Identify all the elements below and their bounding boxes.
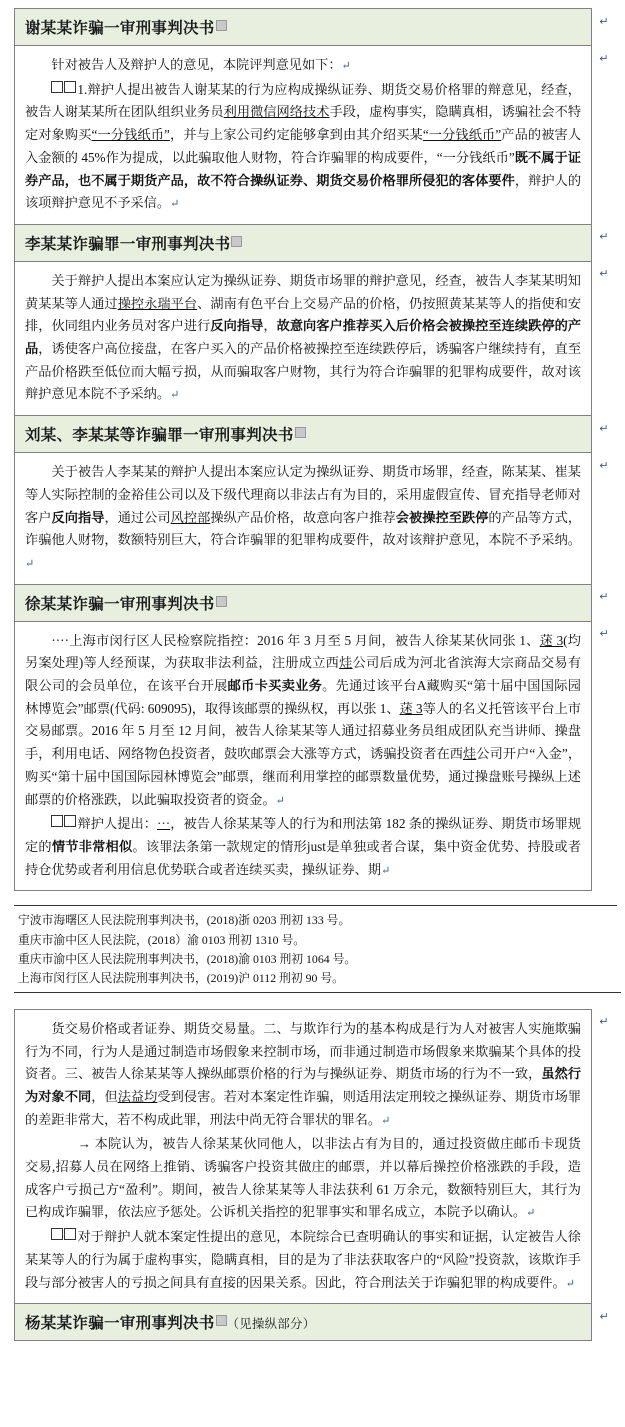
paragraph-mark-gutter	[592, 224, 617, 261]
continuation-body	[15, 1009, 592, 1303]
paragraph: 货交易价格或者证券、期货交易量。二、与欺诈行为的基本构成是行为人对被害人实施欺骗行为不同，行为人是通过制造市场假象来控制市场，而非通过制造市场假象来欺骗某个具体的投资者。三、被告人徐某某等人操纵邮票价格的行为与操纵证券、期货市场的行为不一致，虽然行为对象不同，但法益均受到侵害。若对本案定性诈骗，则适用法定刑较之操纵证券、期货市场罪的差距非常大，若不构成此罪，刑法中尚无符合罪状的罪名。↵	[25, 1020, 582, 1127]
paragraph: → 本院认为，被告人徐某某伙同他人，以非法占有为目的，通过投资做庄邮币卡现货交易,招募人员在网络上推销、诱骗客户投资其做庄的邮票，并以幕后操控价格涨跌的手段，造成客户亏损己方“盈利”。期间，被告人徐某某等人非法获利 61 万余元，数额特别巨大，其行为已构成诈骗罪，依法应予惩处。公诉机关指控的犯罪事实和罪名成立，本院予以确认。↵	[25, 1133, 581, 1224]
section-title-xu	[15, 584, 592, 621]
section-body-xu	[15, 621, 592, 891]
paragraph-return-icon: ↵	[599, 1310, 609, 1323]
continuation-table	[14, 1009, 617, 1341]
paragraph-return-icon: ↵	[599, 422, 609, 435]
comment-marker-icon[interactable]	[216, 20, 227, 31]
checkbox-icon	[51, 81, 63, 93]
paragraph-return-icon: ↵	[170, 198, 180, 211]
paragraph-return-icon: ↵	[599, 591, 609, 604]
footnote-item: 宁波市海曙区人民法院刑事判决书，(2018)浙 0203 刑初 133 号。	[18, 913, 351, 928]
document-page	[0, 8, 625, 1341]
paragraph-return-icon: ↵	[599, 268, 609, 281]
paragraph-mark-gutter	[592, 9, 617, 46]
table-row	[15, 224, 617, 261]
table-row	[15, 46, 617, 225]
paragraph-return-icon: ↵	[599, 459, 609, 472]
paragraph-return-icon: ↵	[599, 52, 609, 65]
table-row	[15, 9, 617, 46]
checkbox-icon	[51, 815, 63, 827]
section-title-text: 李某某诈骗罪一审刑事判决书	[25, 235, 231, 253]
checkbox-icon	[51, 1228, 63, 1240]
paragraph: 1.辩护人提出被告人谢某某的行为应构成操纵证券、期货交易价格罪的辩意见，经查，被告人谢某某所在团队组织业务员利用微信网络技术手段，虚构事实，隐瞒真相，诱骗社会不特定对象购买“一分钱纸币”，并与上家公司约定能够拿到由其介绍买某“一分钱纸币”产品的被害人入金额的 45%作为提成，以此骗取他人财物，符合诈骗罪的构成要件，“一分钱纸币”既不属于证券产品，也不属于期货产品，故不符合操纵证券、期货交易价格罪所侵犯的客体要件，辩护人的该项辩护意见不予采信。↵	[25, 81, 582, 211]
section-title-liu-li	[15, 416, 592, 453]
paragraph-mark-gutter	[592, 621, 617, 891]
paragraph: 辩护人提出：⋯，被告人徐某某等人的行为和刑法第 182 条的操纵证券、期货市场罪规定的情节非常相似。该罪法条第一款规定的情形just是单独或者合谋，集中资金优势、持股或者持仓优势或者利用信息优势联合或者连续买卖，操纵证券、期↵	[25, 816, 582, 877]
footnote-item: 重庆市渝中区人民法院刑事判决书，(2018)渝 0103 刑初 1064 号。	[18, 951, 357, 966]
section-title-text: 谢某某诈骗一审刑事判决书	[25, 20, 215, 37]
section-title-xie	[15, 9, 592, 46]
judgments-table	[14, 8, 617, 891]
comment-marker-icon[interactable]	[231, 236, 242, 247]
section-title-text: 徐某某诈骗一审刑事判决书	[25, 595, 215, 613]
paragraph-return-icon: ↵	[170, 389, 180, 402]
section-body-xie	[15, 46, 592, 225]
table-row	[15, 416, 617, 453]
table-row	[15, 1304, 617, 1341]
section-title-yang	[15, 1304, 592, 1341]
table-row	[15, 261, 617, 415]
checkbox-icon	[64, 1228, 76, 1240]
table-row	[15, 621, 617, 891]
paragraph-return-icon: ↵	[599, 1016, 609, 1029]
paragraph-mark-gutter	[592, 261, 617, 415]
footnotes-block	[14, 906, 621, 992]
paragraph-return-icon: ↵	[25, 557, 35, 570]
table-row	[15, 453, 617, 585]
paragraph-mark-gutter	[592, 416, 617, 453]
paragraph-mark-gutter	[592, 1009, 617, 1303]
paragraph-mark-gutter	[592, 1304, 617, 1341]
paragraph-return-icon: ↵	[526, 1207, 536, 1220]
paragraph-return-icon: ↵	[599, 15, 609, 28]
paragraph-return-icon: ↵	[381, 1114, 391, 1127]
table-row	[15, 1009, 617, 1303]
paragraph: ····上海市闵行区人民检察院指控：2016 年 3 月至 5 月间，被告人徐某某伙同张 1、蒁 3(均另案处理)等人经预谋，为获取非法利益，注册成立西烓公司后成为河北省滨海大宗商品交易有限公司的会员单位，在该平台开展邮币卡买卖业务。先通过该平台A藏购买“第十届中国国际园林博览会”邮票(代码: 609095)，取得该邮票的操纵权，再以张 1、蒁 3等人的名义托管该平台上市交易邮票。2016 年 5 月至 12 月间，被告人徐某某等人通过招募业务员组成团队充当讲师、操盘手，利用电话、网络物色投资者，鼓吹邮票会大涨等方式，诱骗投资者在西烓公司开户“入金”，购买“第十届中国国际园林博览会”邮票，继而利用掌控的邮票数量优势，通过操盘账号操纵上述邮票的价格涨跌，以此骗取投资者的资金。↵	[25, 632, 582, 807]
paragraph-mark-gutter	[592, 46, 617, 225]
section-title-text: 杨某某诈骗一审刑事判决书	[25, 1315, 215, 1333]
footnote-item: 重庆市渝中区人民法院，(2018）渝 0103 刑初 1310 号。	[18, 932, 306, 947]
paragraph-return-icon: ↵	[275, 794, 285, 807]
paragraph-return-icon: ↵	[565, 1277, 575, 1290]
paragraph: 关于辩护人提出本案应认定为操纵证券、期货市场罪的辩护意见，经查，被告人李某某明知黄某某等人通过操控永瑞平台、湖南有色平台上交易产品的价格，仍按照黄某某等人的指使和安排，伙同组内业务员对客户进行反向指导，故意向客户推荐买入后价格会被操控至连续跌停的产品，诱使客户高位接盘，在客户买入的产品价格被操控至连续跌停后，诱骗客户继续持有，直至产品价格跌至低位而大幅亏损，从而骗取客户财物，其行为符合诈骗罪的犯罪构成要件，故对该辩护意见本院不予采纳。↵	[25, 272, 582, 402]
section-title-text: 刘某、李某某等诈骗罪一审刑事判决书	[25, 427, 294, 445]
paragraph-return-icon: ↵	[341, 60, 351, 72]
section-body-li	[15, 261, 592, 415]
section-body-liu-li	[15, 453, 592, 585]
comment-marker-icon[interactable]	[295, 427, 306, 438]
paragraph-return-icon: ↵	[599, 628, 609, 641]
paragraph: 关于被告人李某某的辩护人提出本案应认定为操纵证券、期货市场罪，经查，陈某某、崔某等人实际控制的金裕佳公司以及下级代理商以非法占有为目的，采用虚假宣传、冒充指导老师对客户反向指导，通过公司风控部操纵产品价格，故意向客户推荐会被操控至跌停的产品等方式，诈骗他人财物，数额特别巨大，符合诈骗罪的犯罪构成要件，故对该辩护意见，本院不予采纳。↵	[25, 464, 582, 570]
comment-marker-icon[interactable]	[216, 1315, 227, 1326]
checkbox-icon	[64, 81, 76, 93]
comment-marker-icon[interactable]	[216, 596, 227, 607]
table-row	[15, 584, 617, 621]
paragraph-mark-gutter	[592, 584, 617, 621]
paragraph: 针对被告人及辩护人的意见，本院评判意见如下：↵	[51, 57, 351, 72]
paragraph: 对于辩护人就本案定性提出的意见，本院综合已查明确认的事实和证据，认定被告人徐某某等人的行为属于虚构事实，隐瞒真相，目的是为了非法获取客户的“风险”投资款，该欺诈手段与部分被害人的亏损之间具有直接的因果关系。因此，符合刑法关于诈骗犯罪的构成要件。↵	[25, 1229, 581, 1290]
section-title-li	[15, 224, 592, 261]
paragraph-return-icon: ↵	[599, 231, 609, 244]
paragraph-return-icon: ↵	[381, 864, 391, 877]
page-break-gap	[0, 993, 625, 1001]
section-title-note: （见操纵部分）	[226, 1317, 316, 1332]
judgments-table-body	[15, 9, 617, 891]
paragraph-mark-gutter	[592, 453, 617, 585]
checkbox-icon	[64, 815, 76, 827]
continuation-table-body	[15, 1009, 617, 1340]
arrow-icon: →	[77, 1136, 91, 1152]
footnote-item: 上海市闵行区人民法院刑事判决书，(2019)沪 0112 刑初 90 号。	[18, 970, 344, 985]
